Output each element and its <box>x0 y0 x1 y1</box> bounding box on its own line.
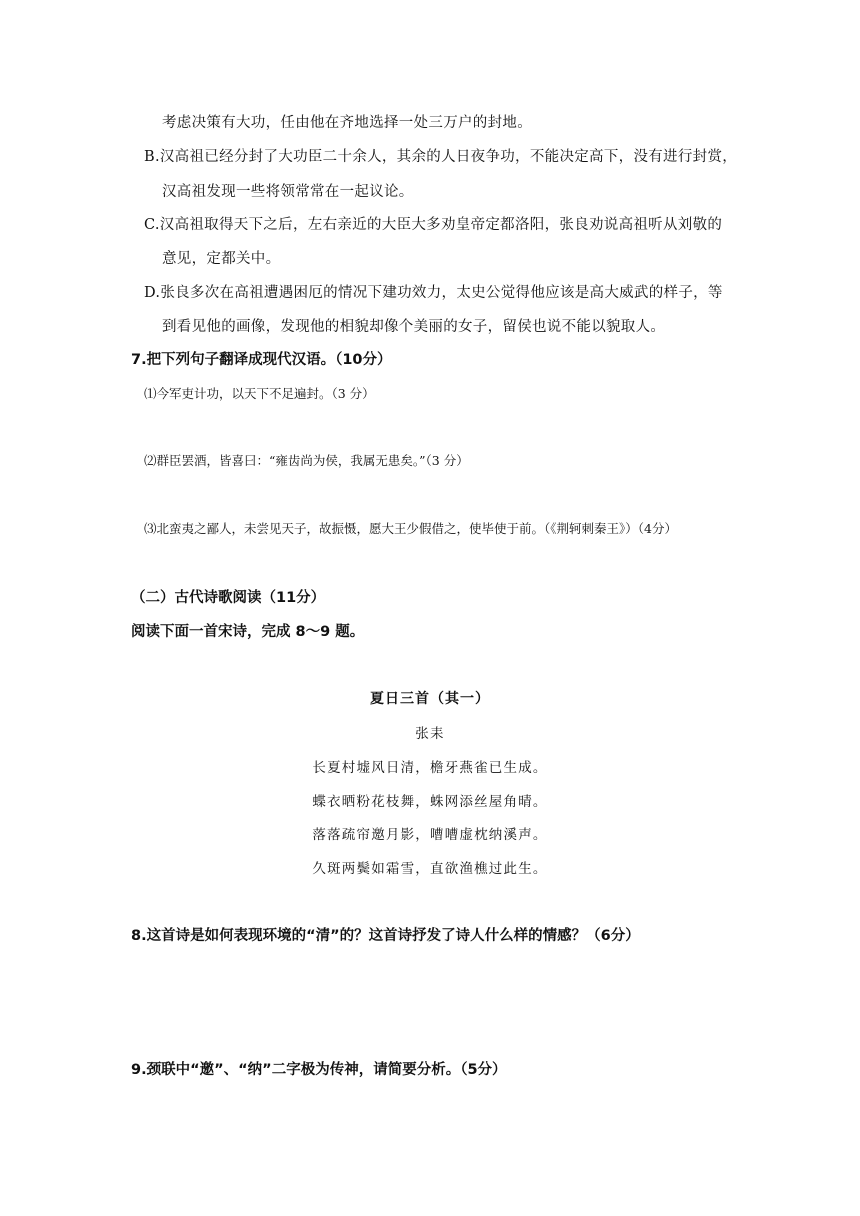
poem-title: 夏日三首（其一） <box>370 691 490 707</box>
poem-line-3: 落落疏帘邀月影，嘈嘈虚枕纳溪声。 <box>312 827 548 843</box>
option-d-line2: 到看见他的画像，发现他的相貌却像个美丽的女子，留侯也说不能以貌取人。 <box>162 319 666 335</box>
poem-line-1: 长夏村墟风日清，檐牙燕雀已生成。 <box>312 760 548 776</box>
question-7-sentence-1: ⑴今军吏计功，以天下不足遍封。（3 分） <box>144 386 375 401</box>
question-9: 9.颈联中“邀”、“纳”二字极为传神，请简要分析。（5分） <box>131 1062 507 1078</box>
question-8: 8.这首诗是如何表现环境的“清”的？这首诗抒发了诗人什么样的情感？（6分） <box>131 928 640 944</box>
option-b-line1: B.汉高祖已经分封了大功臣二十余人，其余的人日夜争功，不能决定高下，没有进行封赏， <box>144 149 738 165</box>
question-7-title: 7.把下列句子翻译成现代汉语。（10分） <box>131 352 392 368</box>
question-7-sentence-2: ⑵群臣罢酒，皆喜曰：“雍齿尚为侯，我属无患矣。”（3 分） <box>144 453 469 468</box>
poem-line-2: 蝶衣晒粉花枝舞，蛛网添丝屋角晴。 <box>312 794 548 810</box>
option-c-line2: 意见，定都关中。 <box>162 251 281 267</box>
poem-line-4: 久斑两鬓如霜雪，直欲渔樵过此生。 <box>312 861 548 877</box>
section-2-title: （二）古代诗歌阅读（11分） <box>131 590 326 606</box>
option-d-line1: D.张良多次在高祖遭遇困厄的情况下建功效力，太史公觉得他应该是高大威武的样子，等 <box>144 285 723 301</box>
poem-author: 张耒 <box>415 726 445 742</box>
option-c-line1: C.汉高祖取得天下之后，左右亲近的大臣大多劝皇帝定都洛阳，张良劝说高祖听从刘敬的 <box>144 217 723 233</box>
option-b-line2: 汉高祖发现一些将领常常在一起议论。 <box>162 184 414 200</box>
section-2-instruction: 阅读下面一首宋诗，完成 8～9 题。 <box>131 624 365 640</box>
option-a-continuation: 考虑决策有大功，任由他在齐地选择一处三万户的封地。 <box>162 115 532 131</box>
question-7-sentence-3: ⑶北蛮夷之鄙人，未尝见天子，故振慑，愿大王少假借之，使毕使于前。（《荆轲刺秦王》）（4分） <box>144 521 677 536</box>
